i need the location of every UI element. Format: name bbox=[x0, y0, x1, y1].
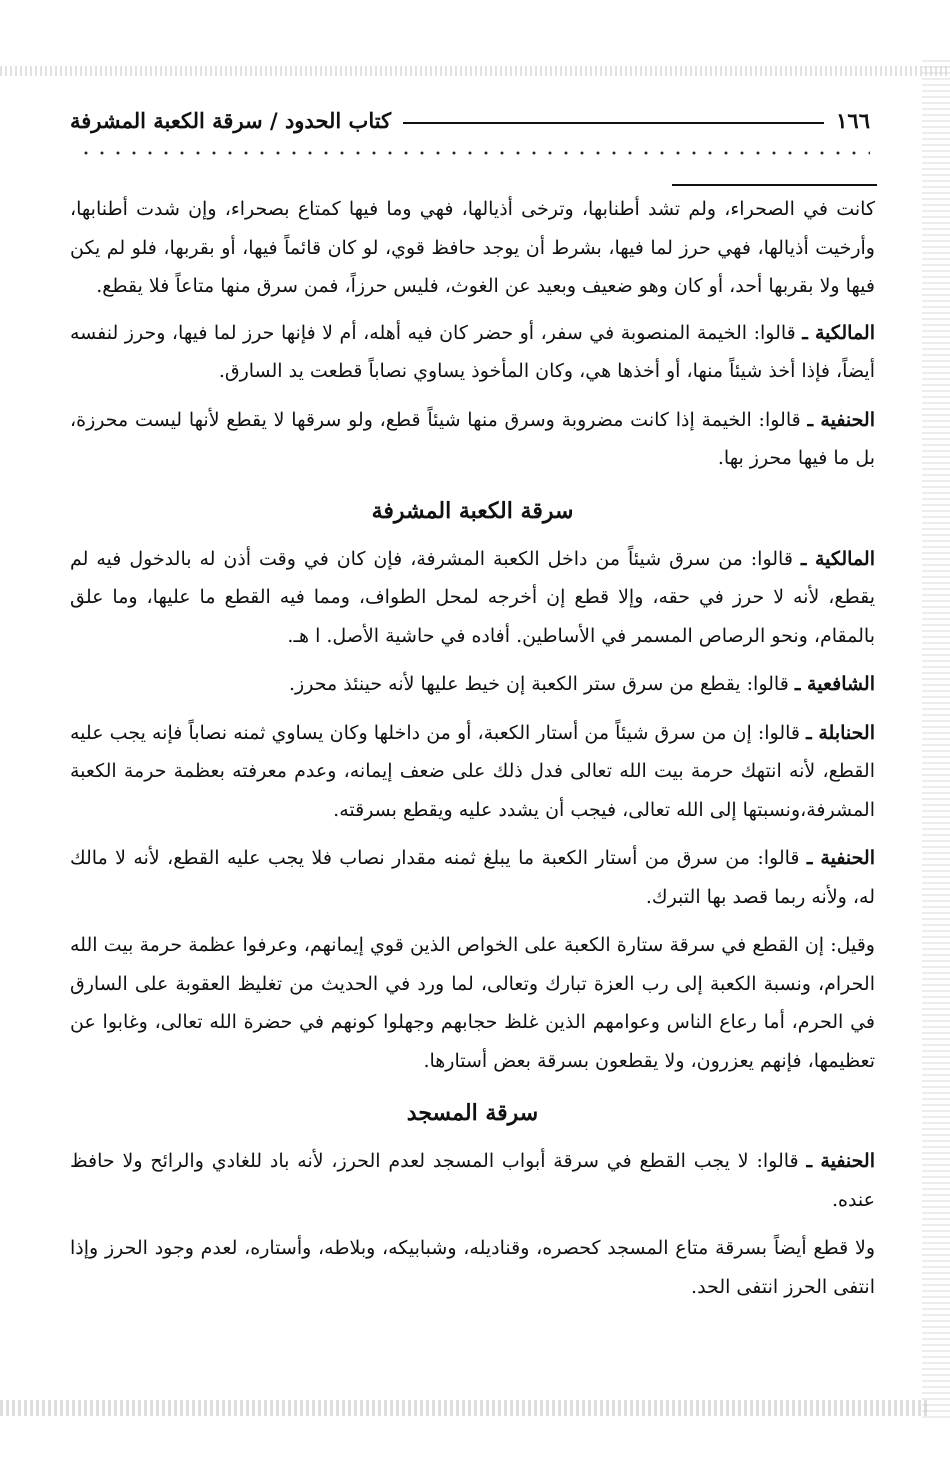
school-hanafi-label: الحنفية ـ bbox=[806, 847, 875, 869]
paragraph-6 bbox=[70, 714, 875, 830]
paragraph-5 bbox=[70, 665, 875, 704]
running-header bbox=[70, 100, 870, 140]
paragraph-5-text: قالوا: يقطع من سرق ستر الكعبة إن خيط عليها لأنه حينئذ محرز. bbox=[289, 673, 795, 695]
school-maliki-label: المالكية ـ bbox=[802, 321, 875, 344]
paragraph-4 bbox=[70, 540, 875, 656]
school-hanafi-label: الحنفية ـ bbox=[807, 408, 875, 431]
paragraph-3-text: قالوا: الخيمة إذا كانت مضروبة وسرق منها شيئاً قطع، ولو سرقها لا يقطع لأنها ليست محرزة، بل ما فيها محرز بها. bbox=[70, 408, 875, 469]
paragraph-2-text: قالوا: الخيمة المنصوبة في سفر، أو حضر كان فيه أهله، أم لا فإنها حرز لما فيها، وحرز لنفسه أيضاً، فإذا أخذ شيئاً منها، أو أخذها هي، وكان المأخوذ يساوي نصاباً قطعت يد السارق. bbox=[70, 321, 875, 382]
paragraph-9-text: قالوا: لا يجب القطع في سرقة أبواب المسجد لعدم الحرز، لأنه باد للغادي والرائح ولا حافظ عنده. bbox=[70, 1150, 875, 1211]
header-rule bbox=[403, 122, 824, 124]
school-shafii-label: الشافعية ـ bbox=[794, 673, 875, 695]
header-title: كتاب الحدود / سرقة الكعبة المشرفة bbox=[70, 107, 392, 133]
dotted-separator bbox=[78, 150, 870, 156]
paragraph-4-text: قالوا: من سرق شيئاً من داخل الكعبة المشرفة، فإن كان في وقت أذن له بالدخول فيه لم يقطع، لأنه لا حرز في حقه، وإلا قطع إن أخرجه لمحل الطواف، ومما فيه القطع ما عليها، وما علق بالمقام، ونحو الرصاص المسمر في الأساطين. أفاده في حاشية الأصل. ا هـ. bbox=[70, 547, 875, 647]
paragraph-7-text: قالوا: من سرق من أستار الكعبة ما يبلغ ثمنه مقدار نصاب فلا يجب عليه القطع، لأنه لا مالك له، ولأنه ربما قصد بها التبرك. bbox=[70, 847, 875, 908]
paragraph-9 bbox=[70, 1142, 875, 1219]
school-hanbali-label: الحنابلة ـ bbox=[806, 721, 875, 744]
scan-noise-bottom bbox=[0, 1400, 930, 1416]
paragraph-8: وقيل: إن القطع في سرقة ستارة الكعبة على الخواص الذين قوي إيمانهم، وعرفوا عظمة حرمة بيت الله الحرام، ونسبة الكعبة إلى رب العزة تبارك وتعالى، لما ورد في الحديث من تغليظ العقوبة على السارق في الحرم، أما رعاع الناس وعوامهم الذين غلظ حجابهم وجهلوا كونهم في حضرة الله تعالى، وغابوا عن تعظيمها، فإنهم يعزرون، ولا يقطعون بسرقة بعض أستارها. bbox=[70, 934, 875, 1072]
paragraph-7 bbox=[70, 839, 875, 916]
paragraph-6-text: قالوا: إن من سرق شيئاً من أستار الكعبة، أو من داخلها وكان يساوي ثمنه نصاباً فإنه يجب عليه القطع، لأنه انتهك حرمة بيت الله تعالى فدل ذلك على ضعف إيمانه، وعدم معرفته بعظمة حرمة الكعبة المشرفة،ونسبتها إلى الله تعالى، فيجب أن يشدد عليه ويقطع بسرقته. bbox=[70, 721, 875, 821]
page-number: ١٦٦ bbox=[836, 107, 870, 133]
section-heading-mosque-theft: سرقة المسجد bbox=[406, 1100, 539, 1126]
paragraph-3 bbox=[70, 401, 875, 478]
paragraph-1: كانت في الصحراء، ولم تشد أطنابها، وترخى أذيالها، فهي وما فيها كمتاع بصحراء، وإن شدت أطنابها، وأرخيت أذيالها، فهي حرز لما فيها، بشرط أن يوجد حافظ قوي، لو كان قائماً فيها، أو بقربها، فلو لم يكن فيها ولا بقربها أحد، أو كان وهو ضعيف وبعيد عن الغوث، فليس حرزاً، فمن سرق منها متاعاً فلا يقطع. bbox=[70, 198, 875, 297]
scan-noise-right bbox=[922, 60, 950, 1420]
school-maliki-label: المالكية ـ bbox=[800, 547, 875, 570]
section-heading-kaaba-theft: سرقة الكعبة المشرفة bbox=[371, 497, 574, 524]
scan-noise-top bbox=[0, 66, 950, 76]
page-body bbox=[70, 190, 875, 1316]
footnote-rule bbox=[672, 184, 877, 186]
school-hanafi-label: الحنفية ـ bbox=[806, 1150, 876, 1172]
paragraph-2 bbox=[70, 314, 875, 391]
paragraph-10: ولا قطع أيضاً بسرقة متاع المسجد كحصره، وقناديله، وشبابيكه، وبلاطه، وأستاره، لعدم وجود الحرز وإذا انتفى الحرز انتفى الحد. bbox=[70, 1237, 875, 1298]
